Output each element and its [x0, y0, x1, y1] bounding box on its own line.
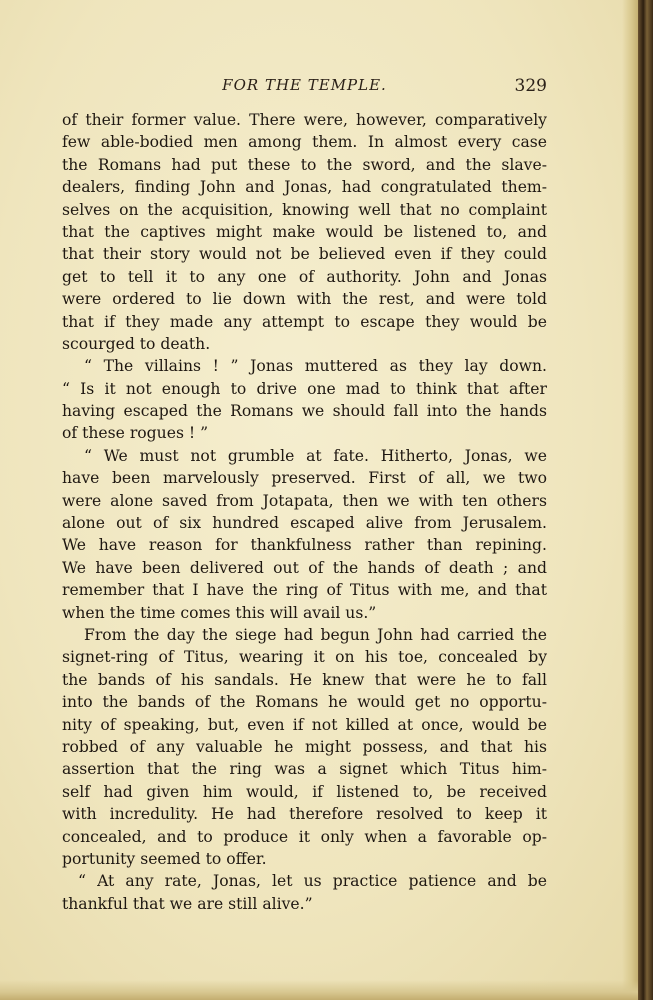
text-line: We have been delivered out of the hands of death ; and	[62, 558, 547, 577]
text-line: “ The villains ! ” Jonas muttered as they lay down.	[84, 357, 547, 376]
running-head: FOR THE TEMPLE.	[222, 76, 387, 94]
text-line: into the bands of the Romans he would get no opportu-	[62, 693, 547, 712]
text-line: were ordered to lie down with the rest, and were told	[62, 290, 547, 309]
text-line: portunity seemed to offer.	[62, 849, 267, 868]
text-line: get to tell it to any one of authority. John and Jonas	[62, 267, 547, 286]
text-line: with incredulity. He had therefore resolved to keep it	[62, 805, 547, 824]
text-line: remember that I have the ring of Titus with me, and that	[62, 581, 547, 600]
text-line: that if they made any attempt to escape they would be	[62, 312, 547, 331]
text-line: the Romans had put these to the sword, and the slave-	[62, 155, 547, 174]
text-line: few able-bodied men among them. In almost every case	[62, 133, 547, 152]
text-line: thankful that we are still alive.”	[62, 894, 313, 913]
text-line: self had given him would, if listened to, be received	[62, 782, 547, 801]
text-line: alone out of six hundred escaped alive from Jerusalem.	[62, 514, 547, 533]
text-line: robbed of any valuable he might possess, and that his	[62, 737, 547, 756]
text-line: dealers, finding John and Jonas, had congratulated them-	[62, 178, 547, 197]
page-header	[62, 76, 547, 100]
text-line: that the captives might make would be listened to, and	[62, 222, 547, 241]
text-line: “ We must not grumble at fate. Hitherto, Jonas, we	[84, 446, 547, 465]
text-line: We have reason for thankfulness rather than repining.	[62, 536, 547, 555]
body-text	[62, 109, 547, 915]
text-line: “ At any rate, Jonas, let us practice patience and be	[78, 872, 547, 891]
text-line: were alone saved from Jotapata, then we with ten others	[62, 491, 547, 510]
text-line: when the time comes this will avail us.”	[62, 603, 377, 622]
text-line: of their former value. There were, however, comparatively	[62, 111, 547, 129]
text-line: nity of speaking, but, even if not killed at once, would be	[62, 715, 547, 734]
text-line: have been marvelously preserved. First of all, we two	[62, 469, 547, 488]
book-spine-edge	[638, 0, 653, 1000]
text-line: From the day the siege had begun John had carried the	[84, 625, 547, 644]
text-line: scourged to death.	[62, 334, 211, 353]
text-line: assertion that the ring was a signet which Titus him-	[62, 760, 547, 779]
text-line: having escaped the Romans we should fall into the hands	[62, 402, 547, 421]
page-bottom-edge	[0, 980, 640, 1000]
text-line: signet-ring of Titus, wearing it on his toe, concealed by	[62, 648, 547, 667]
text-line: of these rogues ! ”	[62, 424, 209, 443]
page-number: 329	[514, 76, 547, 96]
text-line: selves on the acquisition, knowing well that no complaint	[62, 200, 547, 219]
text-line: the bands of his sandals. He knew that were he to fall	[62, 670, 547, 689]
text-line: that their story would not be believed even if they could	[62, 245, 547, 264]
text-line: concealed, and to produce it only when a favorable op-	[62, 827, 547, 846]
text-line: “ Is it not enough to drive one mad to think that after	[62, 379, 547, 398]
